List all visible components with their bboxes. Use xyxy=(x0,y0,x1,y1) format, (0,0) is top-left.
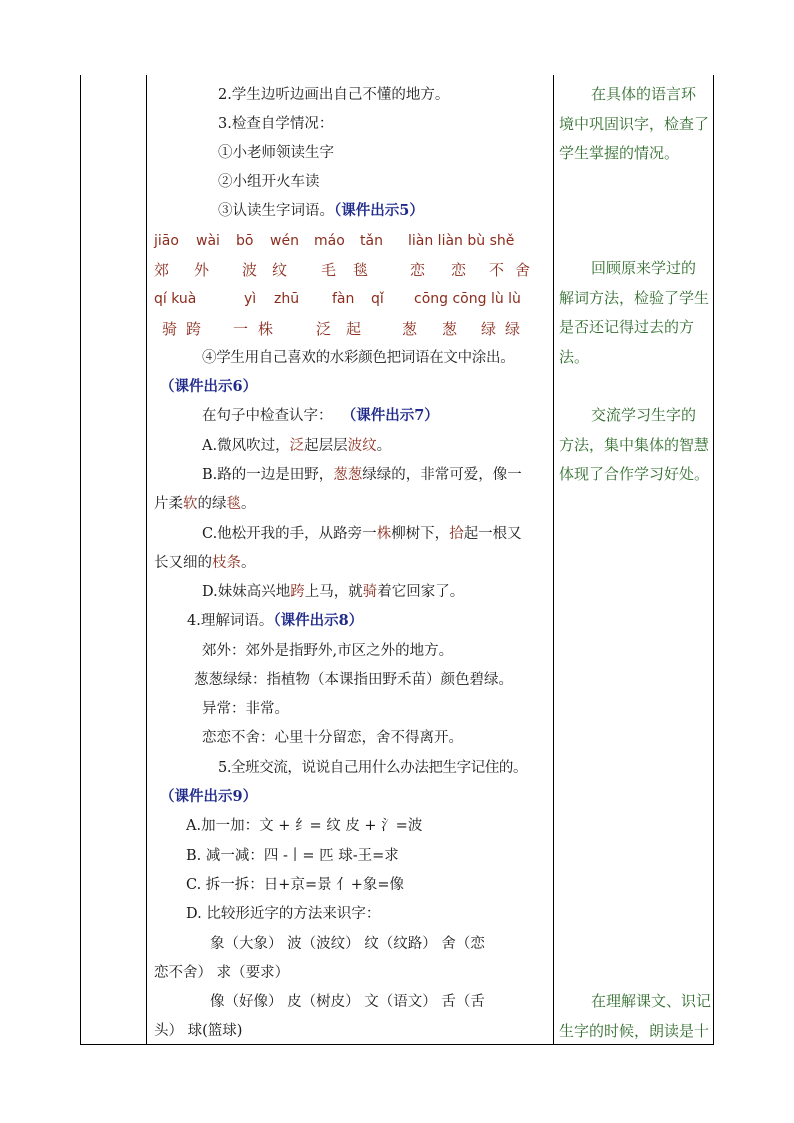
sentence-c-cont xyxy=(154,553,256,573)
table-border-left xyxy=(80,75,81,1045)
table-border-right xyxy=(713,75,714,1045)
character: 跨 xyxy=(186,320,202,338)
definition-yichang: 异常：非常。 xyxy=(202,701,289,717)
highlight-char: 毯 xyxy=(226,496,241,512)
courseware-tag: （课件出示8） xyxy=(273,612,364,629)
step-4 xyxy=(187,611,363,631)
character: 毯 xyxy=(353,261,369,279)
sentence-text: 长又细的 xyxy=(154,555,212,571)
character: 起 xyxy=(346,320,362,338)
courseware-tag: （课件出示6） xyxy=(160,378,258,395)
pinyin: qǐ xyxy=(371,291,384,307)
step-3-2: ②小组开火车读 xyxy=(218,174,320,190)
step-4-text: 4.理解词语。 xyxy=(187,613,274,629)
step-3-4: ④学生用自己喜欢的水彩颜色把词语在文中涂出。 xyxy=(202,350,515,366)
character: 株 xyxy=(258,320,274,338)
method-subtract: B. 减一减：四 -丨= 匹 球-王=求 xyxy=(186,848,399,864)
table-column-divider xyxy=(553,75,554,1045)
character: 葱 xyxy=(442,320,458,338)
sentence-text: 上马，就 xyxy=(304,584,363,600)
note-line: 学生掌握的情况。 xyxy=(559,144,680,162)
pinyin: qí kuà xyxy=(154,291,197,307)
sentence-text: C.他松开我的手，从路旁一 xyxy=(202,526,377,542)
sentence-text: 着它回家了。 xyxy=(377,584,465,600)
highlight-char: 葱葱 xyxy=(333,467,363,483)
character: 纹 xyxy=(272,261,288,279)
highlight-char: 跨 xyxy=(290,584,305,600)
highlight-char: 枝条 xyxy=(212,555,241,571)
design-note-3 xyxy=(559,401,715,490)
pinyin: máo xyxy=(314,233,345,249)
pinyin: wén xyxy=(270,233,299,249)
note-line: 方法，集中集体的智慧 xyxy=(559,435,710,454)
highlight-char: 骑 xyxy=(362,584,378,600)
sentence-text: 的绿 xyxy=(197,496,227,512)
design-note-4 xyxy=(559,987,715,1046)
step-3-3 xyxy=(218,201,424,221)
note-line: 回顾原来学过的 xyxy=(591,259,697,277)
design-note-1 xyxy=(559,80,715,169)
step-3-3-text: ③认读生字词语。 xyxy=(218,203,334,219)
note-line: 在具体的语言环 xyxy=(591,85,697,103)
sentence-check-text: 在句子中检查认字： xyxy=(202,408,333,424)
sentence-a xyxy=(202,436,391,456)
note-line: 法。 xyxy=(559,347,590,366)
highlight-char: 泛 xyxy=(289,438,305,454)
method-add: A.加一加：文 + 纟= 纹 皮 + 氵=波 xyxy=(186,818,423,834)
courseware-tag: （课件出示9） xyxy=(160,788,258,805)
pinyin: wài xyxy=(196,233,220,249)
pinyin: zhū xyxy=(274,291,300,307)
method-compare: D. 比较形近字的方法来识字： xyxy=(186,906,381,922)
highlight-char: 拾 xyxy=(449,526,464,542)
highlight-char: 软 xyxy=(183,496,198,512)
sentence-b xyxy=(202,465,522,485)
note-line: 体现了合作学习好处。 xyxy=(559,465,710,483)
note-line: 解词方法，检验了学生 xyxy=(559,288,710,307)
character: 毛 xyxy=(321,261,337,279)
character: 郊 xyxy=(154,261,170,279)
character: 恋 xyxy=(410,261,426,279)
pinyin: jiāo xyxy=(154,233,179,249)
compare-row-1: 象（大象） 波（波纹） 纹（纹路） 舍（恋 xyxy=(210,936,485,952)
sentence-text: 绿绿的，非常可爱，像一 xyxy=(362,467,522,483)
courseware-tag: （课件出示5） xyxy=(334,202,424,219)
character: 不 xyxy=(489,261,505,279)
character: 外 xyxy=(194,261,210,279)
sentence-c xyxy=(202,524,522,544)
character: 绿 xyxy=(481,320,497,338)
definition-jiaowai: 郊外：郊外是指野外,市区之外的地方。 xyxy=(202,643,454,659)
sentence-d xyxy=(202,582,464,602)
sentence-text: 起一根又 xyxy=(463,526,522,542)
step-3: 3.检查自学情况： xyxy=(218,116,334,132)
sentence-b-cont xyxy=(154,494,256,514)
note-line: 交流学习生字的 xyxy=(591,406,697,424)
pinyin: fàn xyxy=(332,291,355,307)
compare-row-2-cont: 头） 球(篮球) xyxy=(154,1023,243,1039)
sentence-text: 。 xyxy=(241,555,256,571)
highlight-char: 波纹 xyxy=(347,438,377,454)
pinyin: bō xyxy=(236,233,254,249)
highlight-char: 株 xyxy=(376,526,392,542)
character: 舍 xyxy=(515,261,531,279)
sentence-text: 片柔 xyxy=(154,496,183,512)
step-5: 5.全班交流，说说自己用什么办法把生字记住的。 xyxy=(218,760,528,776)
step-3-1: ①小老师领读生字 xyxy=(218,145,334,161)
note-line: 境中巩固识字，检查了 xyxy=(559,114,710,133)
sentence-text: 柳树下， xyxy=(391,526,450,542)
note-line: 是否还记得过去的方 xyxy=(559,318,695,336)
character: 一 xyxy=(233,320,249,338)
character: 葱 xyxy=(402,320,418,338)
pinyin: yì xyxy=(244,291,257,307)
definition-congcong: 葱葱绿绿：指植物（本课指田野禾苗）颜色碧绿。 xyxy=(194,672,513,688)
sentence-text: A.微风吹过， xyxy=(202,438,290,454)
note-line: 在理解课文、识记 xyxy=(591,992,712,1010)
pinyin: liàn liàn bù shě xyxy=(408,233,515,249)
compare-row-2: 像（好像） 皮（树皮） 文（语文） 舌（舌 xyxy=(210,994,485,1010)
pinyin: tǎn xyxy=(360,233,383,249)
character: 绿 xyxy=(505,320,521,338)
character: 波 xyxy=(242,261,258,279)
sentence-text: 起层层 xyxy=(304,438,348,454)
method-split: C. 拆一拆：日+京=景 亻+象=像 xyxy=(186,877,405,893)
character: 骑 xyxy=(162,320,178,338)
note-line: 生字的时候，朗读是十 xyxy=(559,1021,710,1040)
courseware-tag: （课件出示7） xyxy=(341,407,439,424)
sentence-text: B.路的一边是田野， xyxy=(202,467,334,483)
definition-lianlian: 恋恋不舍：心里十分留恋，舍不得离开。 xyxy=(202,730,463,746)
compare-row-1-cont: 恋不舍） 求（要求） xyxy=(154,965,290,981)
character: 恋 xyxy=(451,261,467,279)
table-column-divider xyxy=(146,75,147,1045)
character: 泛 xyxy=(316,320,332,338)
sentence-text: 。 xyxy=(241,496,256,512)
sentence-check-heading xyxy=(202,406,439,426)
design-note-2 xyxy=(559,254,715,372)
sentence-text: D.妹妹高兴地 xyxy=(202,584,291,600)
step-2: 2.学生边听边画出自己不懂的地方。 xyxy=(218,87,450,103)
pinyin: cōng cōng lù lù xyxy=(414,291,521,307)
sentence-text: 。 xyxy=(376,438,392,454)
